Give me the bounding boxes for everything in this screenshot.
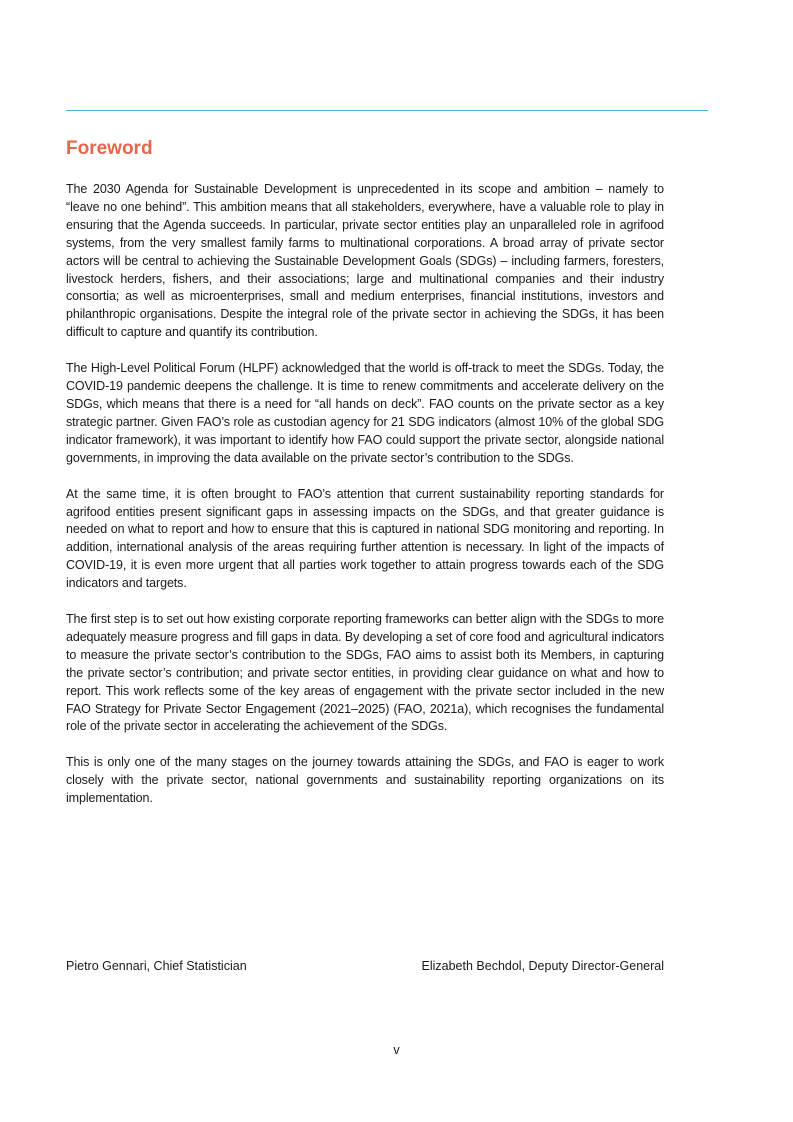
signature-chief-statistician: Pietro Gennari, Chief Statistician xyxy=(66,959,247,973)
paragraph-5: This is only one of the many stages on the journey towards attaining the SDGs, and FAO is eager to work closely with the private sector, national governments and sustainability reporting organizations on its implementation. xyxy=(66,755,664,806)
foreword-body xyxy=(66,181,664,826)
paragraph-3: At the same time, it is often brought to FAO’s attention that current sustainability reporting standards for agrifood entities present significant gaps in assessing impacts on the SDGs, and that greater guidance is needed on what to report and how to ensure that this is captured in national SDG monitoring and reporting. In addition, international analysis of the areas requiring further attention is necessary. In light of the impacts of COVID-19, it is even more urgent that all parties work together to attain progress towards each of the SDG indicators and targets. xyxy=(66,486,664,591)
paragraph-2: The High-Level Political Forum (HLPF) acknowledged that the world is off-track to meet the SDGs. Today, the COVID-19 pandemic deepens the challenge. It is time to renew commitments and accelerate delivery on the SDGs, which means that there is a need for “all hands on deck”. FAO counts on the private sector as a key strategic partner. Given FAO’s role as custodian agency for 21 SDG indicators (almost 10% of the global SDG indicator framework), it was important to identify how FAO could support the private sector, alongside national governments, in improving the data available on the private sector’s contribution to the SDGs. xyxy=(66,361,664,465)
header-divider xyxy=(66,110,708,111)
paragraph-4: The first step is to set out how existing corporate reporting frameworks can better align with the SDGs to more adequately measure progress and fill gaps in data. By developing a set of core food and agricultural indicators to measure the private sector’s contribution to the SDGs, FAO aims to assist both its Members, in capturing the private sector’s contribution; and private sector entities, in providing clear guidance on what and how to report. This work reflects some of the key areas of engagement with the private sector included in the new FAO Strategy for Private Sector Engagement (2021–2025) (FAO, 2021a), which recognises the fundamental role of the private sector in accelerating the achievement of the SDGs. xyxy=(66,612,664,734)
signature-deputy-director-general: Elizabeth Bechdol, Deputy Director-General xyxy=(421,959,664,973)
paragraph-1: The 2030 Agenda for Sustainable Development is unprecedented in its scope and ambition – namely to “leave no one behind”. This ambition means that all stakeholders, everywhere, have a valuable role to play in ensuring that the Agenda succeeds. In particular, private sector entities play an unparalleled role in agrifood systems, from the very smallest family farms to multinational corporations. A broad array of private sector actors will be central to achieving the Sustainable Development Goals (SDGs) – including farmers, foresters, livestock herders, fishers, and their associations; large and multinational companies and their industry consortia; as well as microenterprises, small and medium enterprises, financial institutions, investors and philanthropic organisations. Despite the integral role of the private sector in achieving the SDGs, it has been difficult to capture and quantify its contribution. xyxy=(66,182,664,340)
page-title: Foreword xyxy=(66,138,153,159)
page-number: v xyxy=(393,1043,400,1057)
